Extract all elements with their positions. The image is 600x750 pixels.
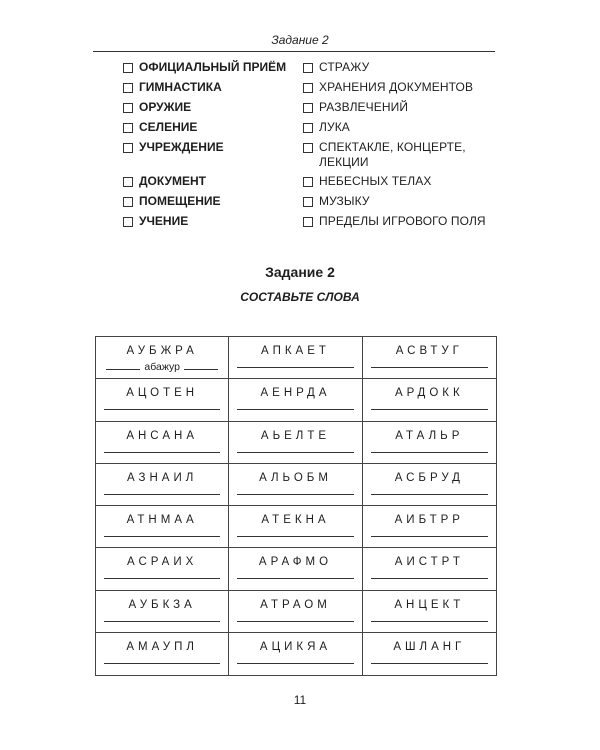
answer-blank xyxy=(106,358,140,370)
answer-line xyxy=(371,621,488,622)
checkbox xyxy=(123,103,133,113)
answer-line xyxy=(371,367,488,368)
scrambled-letters: АУБЖРА xyxy=(126,345,198,357)
checkbox xyxy=(303,63,313,73)
scrambled-letters: АРДОКК xyxy=(394,387,464,400)
grid-cell xyxy=(229,379,362,421)
grid-cell xyxy=(96,506,229,548)
anagram-grid xyxy=(95,336,497,676)
answer-line xyxy=(104,409,220,410)
grid-cell xyxy=(363,379,496,421)
left-item: СЕЛЕНИЕ xyxy=(123,120,197,135)
grid-cell xyxy=(96,337,229,379)
answer-line xyxy=(104,452,220,453)
scrambled-letters: АЬЕЛТЕ xyxy=(260,429,331,442)
scrambled-letters: АЕНРДА xyxy=(260,387,331,400)
grid-cell xyxy=(96,591,229,633)
task-heading: Задание 2 xyxy=(265,264,335,280)
checkbox xyxy=(303,177,313,187)
answer-line xyxy=(371,663,488,664)
left-item: ПОМЕЩЕНИЕ xyxy=(123,194,221,209)
grid-cell xyxy=(229,337,362,379)
left-item: ДОКУМЕНТ xyxy=(123,174,206,189)
checkbox xyxy=(123,217,133,227)
scrambled-letters: АШЛАНГ xyxy=(393,640,466,653)
checkbox xyxy=(303,103,313,113)
answer-line xyxy=(104,621,220,622)
grid-cell xyxy=(363,337,496,379)
checkbox xyxy=(123,177,133,187)
checkbox xyxy=(123,143,133,153)
scrambled-letters: АТРАОМ xyxy=(260,598,331,611)
answer-line xyxy=(237,409,353,410)
answer-line xyxy=(237,621,353,622)
grid-cell xyxy=(363,633,496,675)
answer-blank xyxy=(184,358,218,370)
page-number: 11 xyxy=(293,693,307,707)
checkbox xyxy=(303,83,313,93)
example-answer: абажур xyxy=(96,358,228,373)
answer-line xyxy=(371,409,488,410)
checkbox xyxy=(123,197,133,207)
right-item: СТРАЖУ xyxy=(303,60,369,75)
scrambled-letters: АТАЛЬР xyxy=(395,429,464,442)
grid-cell xyxy=(96,422,229,464)
grid-cell xyxy=(229,548,362,590)
scrambled-letters: АИБТРР xyxy=(394,514,464,526)
left-item: УЧЕНИЕ xyxy=(123,214,188,229)
grid-cell xyxy=(229,422,362,464)
scrambled-letters: АНЦЕКТ xyxy=(394,598,465,611)
grid-cell xyxy=(96,464,229,506)
scrambled-letters: АИСТРТ xyxy=(394,556,464,569)
scrambled-letters: АРАФМО xyxy=(258,556,333,569)
answer-line xyxy=(104,663,220,664)
grid-cell xyxy=(363,464,496,506)
checkbox xyxy=(303,143,313,153)
checkbox xyxy=(303,123,313,133)
grid-cell xyxy=(96,379,229,421)
scrambled-letters: АСБРУД xyxy=(394,471,464,484)
checkbox xyxy=(123,83,133,93)
grid-cell xyxy=(229,591,362,633)
scrambled-letters: АСВТУГ xyxy=(395,345,463,357)
scrambled-letters: АЛЬОБМ xyxy=(259,471,332,484)
answer-line xyxy=(371,452,488,453)
grid-cell xyxy=(363,422,496,464)
right-item: ХРАНЕНИЯ ДОКУМЕНТОВ xyxy=(303,80,473,95)
grid-cell xyxy=(96,548,229,590)
left-item: ОРУЖИЕ xyxy=(123,100,191,115)
answer-line xyxy=(237,494,353,495)
scrambled-letters: АЗНАИЛ xyxy=(127,471,198,484)
answer-line xyxy=(237,536,353,537)
grid-cell xyxy=(229,464,362,506)
checkbox xyxy=(303,217,313,227)
grid-cell xyxy=(363,548,496,590)
scrambled-letters: АЦИКЯА xyxy=(259,640,332,653)
scrambled-letters: АТНМАА xyxy=(126,514,198,526)
left-item: ОФИЦИАЛЬНЫЙ ПРИЁМ xyxy=(123,60,286,75)
right-item-text: СПЕКТАКЛЕ, КОНЦЕРТЕ, ЛЕКЦИИ xyxy=(319,140,466,169)
right-item: НЕБЕСНЫХ ТЕЛАХ xyxy=(303,174,431,189)
grid-cell xyxy=(229,506,362,548)
answer-line xyxy=(237,663,353,664)
answer-line xyxy=(237,578,353,579)
grid-cell xyxy=(363,591,496,633)
answer-line xyxy=(371,578,488,579)
right-item xyxy=(303,140,466,170)
answer-line xyxy=(104,536,220,537)
scrambled-letters: АУБКЗА xyxy=(128,598,196,611)
header-divider xyxy=(93,51,495,52)
answer-line xyxy=(104,494,220,495)
answer-line xyxy=(237,452,353,453)
scrambled-letters: АНСАНА xyxy=(126,429,198,442)
answer-line xyxy=(371,536,488,537)
task-instruction: СОСТАВЬТЕ СЛОВА xyxy=(240,290,360,304)
left-item: ГИМНАСТИКА xyxy=(123,80,222,95)
grid-cell xyxy=(363,506,496,548)
grid-cell xyxy=(229,633,362,675)
answer-line xyxy=(104,578,220,579)
scrambled-letters: АСРАИХ xyxy=(127,556,198,569)
right-item: МУЗЫКУ xyxy=(303,194,370,209)
checkbox xyxy=(303,197,313,207)
checkbox xyxy=(123,63,133,73)
right-item: ПРЕДЕЛЫ ИГРОВОГО ПОЛЯ xyxy=(303,214,486,229)
checkbox xyxy=(123,123,133,133)
running-header: Задание 2 xyxy=(271,33,329,47)
right-item: РАЗВЛЕЧЕНИЙ xyxy=(303,100,408,115)
grid-cell xyxy=(96,633,229,675)
right-item: ЛУКА xyxy=(303,120,350,135)
answer-line xyxy=(371,494,488,495)
scrambled-letters: АПКАЕТ xyxy=(261,345,330,357)
scrambled-letters: АМАУПЛ xyxy=(126,640,198,653)
answer-line xyxy=(237,367,353,368)
scrambled-letters: АЦОТЕН xyxy=(126,387,199,400)
scrambled-letters: АТЕКНА xyxy=(261,514,330,526)
left-item: УЧРЕЖДЕНИЕ xyxy=(123,140,224,155)
